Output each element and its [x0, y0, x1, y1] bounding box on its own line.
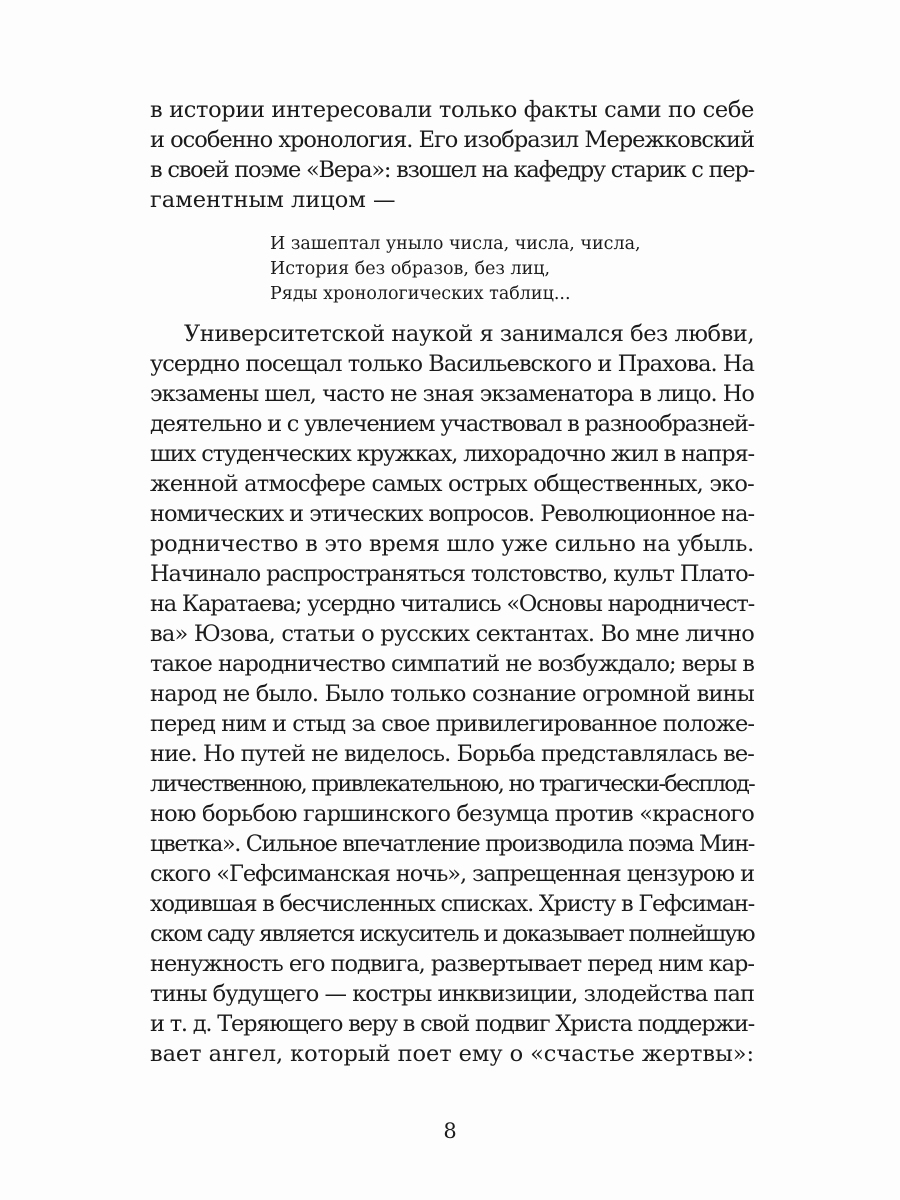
- verse-line: Ряды хронологических таблиц...: [270, 284, 571, 304]
- text-line: ского «Гефсиманская ночь», запрещенная цензурою и: [150, 861, 754, 887]
- text-line: усердно посещал только Васильевского и Прахова. На: [150, 351, 754, 377]
- text-line: в своей поэме «Вера»: взошел на кафедру старик с пер-: [150, 157, 754, 183]
- text-line: номических и этических вопросов. Революционное на-: [150, 501, 754, 527]
- text-line: в истории интересовали только факты сами по себе: [150, 97, 754, 123]
- verse-line: История без образов, без лиц,: [270, 259, 551, 279]
- text-line: и особенно хронология. Его изобразил Мережковский: [150, 127, 755, 153]
- text-line: перед ним и стыд за свое привилегированное положе-: [150, 711, 754, 737]
- text-line: гаментным лицом —: [150, 187, 396, 213]
- page-number: 8: [443, 1119, 457, 1143]
- text-line: вает ангел, который поет ему о «счастье жертвы»:: [150, 1041, 754, 1067]
- verse-line: И зашептал уныло числа, числа, числа,: [270, 234, 641, 254]
- text-line: ском саду является искуситель и доказывает полнейшую: [150, 921, 754, 947]
- text-line: ших студенческих кружках, лихорадочно жил в напря-: [150, 441, 754, 467]
- text-line: ва» Юзова, статьи о русских сектантах. Во мне лично: [150, 621, 754, 647]
- text-line: на Каратаева; усердно читались «Основы народничест-: [150, 591, 754, 617]
- text-line: женной атмосфере самых острых общественных, эко-: [150, 471, 754, 497]
- text-line: тины будущего — костры инквизиции, злодейства пап: [150, 981, 754, 1007]
- text-line: деятельно и с увлечением участвовал в разнообразней-: [150, 411, 754, 437]
- text-line: родничество в это время шло уже сильно на убыль.: [150, 531, 754, 557]
- text-line: ною борьбою гаршинского безумца против «красного: [150, 801, 754, 827]
- text-line: личественною, привлекательною, но трагически-бесплод-: [150, 771, 754, 797]
- text-line: такое народничество симпатий не возбуждало; веры в: [150, 651, 754, 677]
- text-line: Начинало распространяться толстовство, культ Плато-: [150, 561, 754, 587]
- text-line: Университетской наукой я занимался без любви,: [184, 321, 755, 347]
- text-line: цветка». Сильное впечатление производила поэма Мин-: [150, 831, 754, 857]
- text-line: и т. д. Теряющего веру в свой подвиг Христа поддержи-: [150, 1011, 754, 1037]
- text-line: ходившая в бесчисленных списках. Христу в Гефсиман-: [150, 891, 754, 917]
- text-line: ненужность его подвига, развертывает перед ним кар-: [150, 951, 754, 977]
- text-line: экзамены шел, часто не зная экзаменатора в лицо. Но: [150, 381, 754, 407]
- text-line: ние. Но путей не виделось. Борьба представлялась ве-: [150, 741, 754, 767]
- text-line: народ не было. Было только сознание огромной вины: [150, 681, 754, 707]
